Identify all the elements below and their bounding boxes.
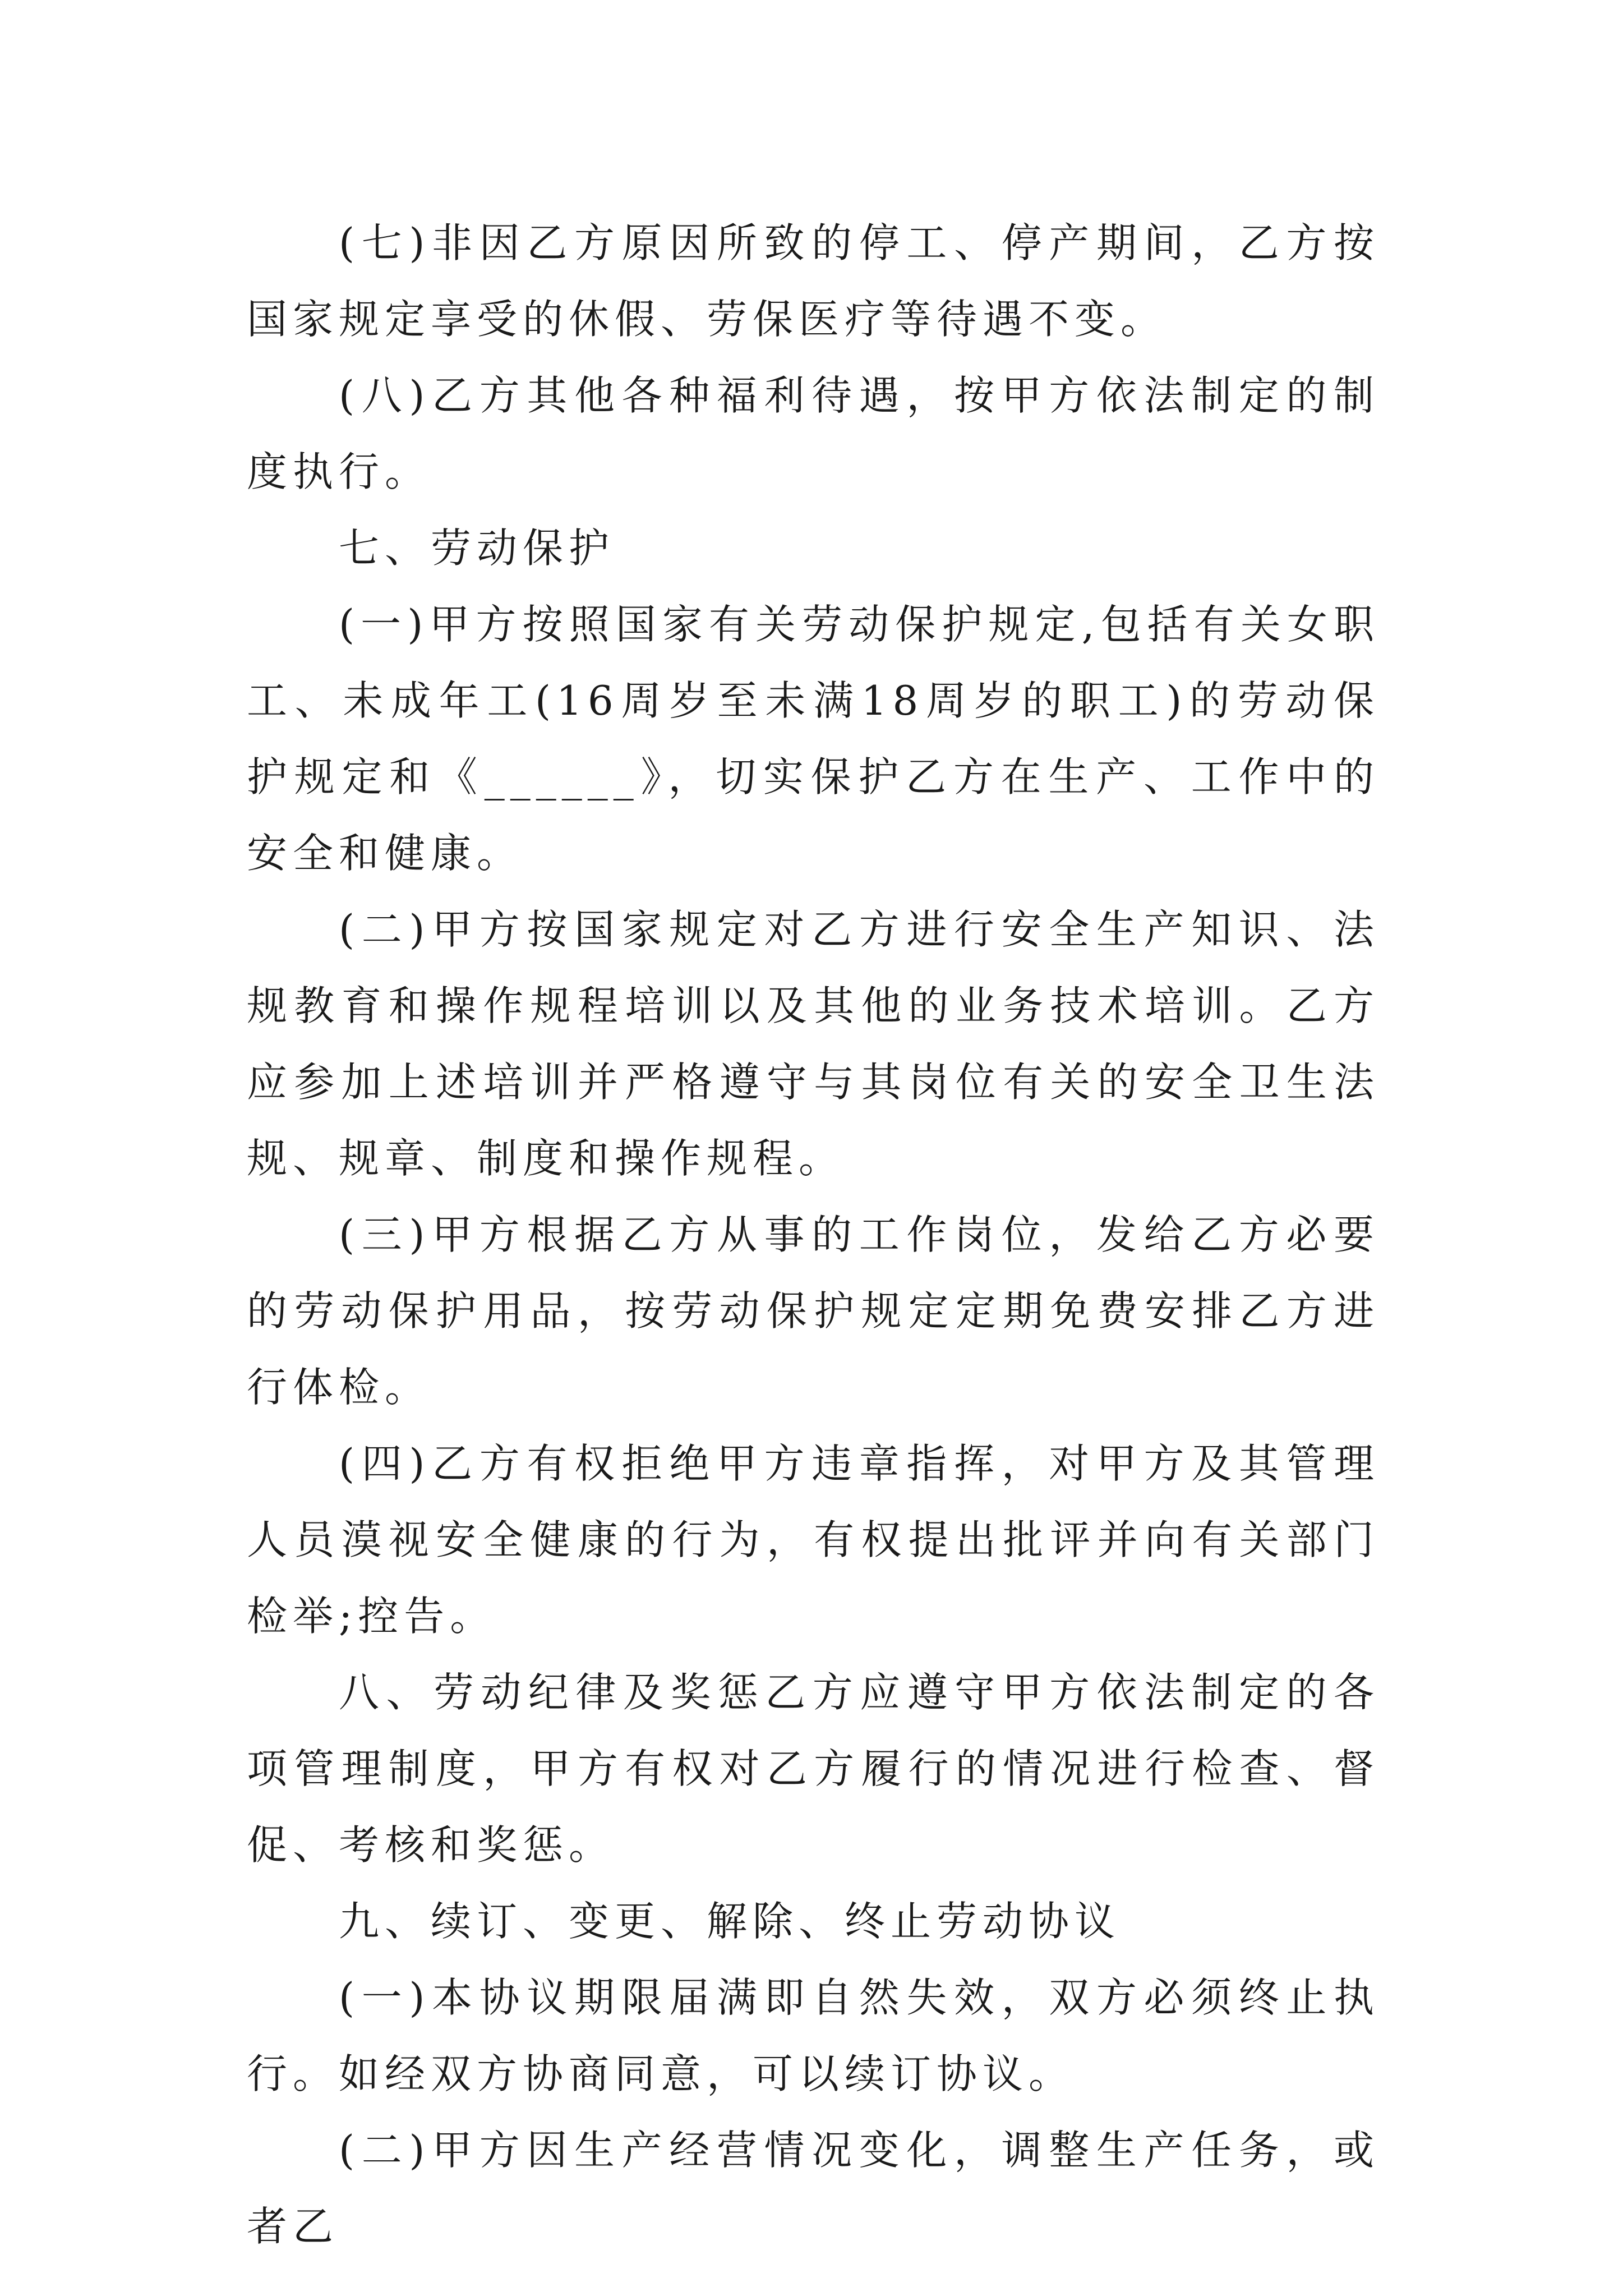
paragraph-protection-4: (四)乙方有权拒绝甲方违章指挥，对甲方及其管理人员漠视安全健康的行为，有权提出批评并向有关部门检举;控告。 <box>247 1440 1380 1640</box>
document-body <box>247 205 1380 2265</box>
paragraph-protection-3: (三)甲方根据乙方从事的工作岗位，发给乙方必要的劳动保护用品，按劳动保护规定定期免费安排乙方进行体检。 <box>247 1211 1380 1411</box>
paragraph-8-other-benefits: (八)乙方其他各种福利待遇，按甲方依法制定的制度执行。 <box>247 372 1380 495</box>
paragraph-7-holiday-benefits: (七)非因乙方原因所致的停工、停产期间，乙方按国家规定享受的休假、劳保医疗等待遇不变。 <box>247 219 1380 343</box>
section-heading-discipline: 八、劳动纪律及奖惩乙方应遵守甲方依法制定的各项管理制度，甲方有权对乙方履行的情况进行检查、督促、考核和奖惩。 <box>247 1669 1380 1869</box>
paragraph-renewal-1: (一)本协议期限届满即自然失效，双方必须终止执行。如经双方协商同意，可以续订协议。 <box>247 1974 1380 2097</box>
section-heading-renewal: 九、续订、变更、解除、终止劳动协议 <box>339 1898 1121 1945</box>
paragraph-protection-2: (二)甲方按国家规定对乙方进行安全生产知识、法规教育和操作规程培训以及其他的业务技术培训。乙方应参加上述培训并严格遵守与其岗位有关的安全卫生法规、规章、制度和操作规程。 <box>247 906 1380 1182</box>
section-heading-labor-protection: 七、劳动保护 <box>339 524 615 572</box>
paragraph-protection-1: (一)甲方按照国家有关劳动保护规定,包括有关女职工、未成年工(16周岁至未满18周岁的职工)的劳动保护规定和《______》，切实保护乙方在生产、工作中的安全和健康。 <box>247 601 1380 877</box>
paragraph-renewal-2: (二)甲方因生产经营情况变化，调整生产任务，或者乙 <box>247 2127 1380 2250</box>
